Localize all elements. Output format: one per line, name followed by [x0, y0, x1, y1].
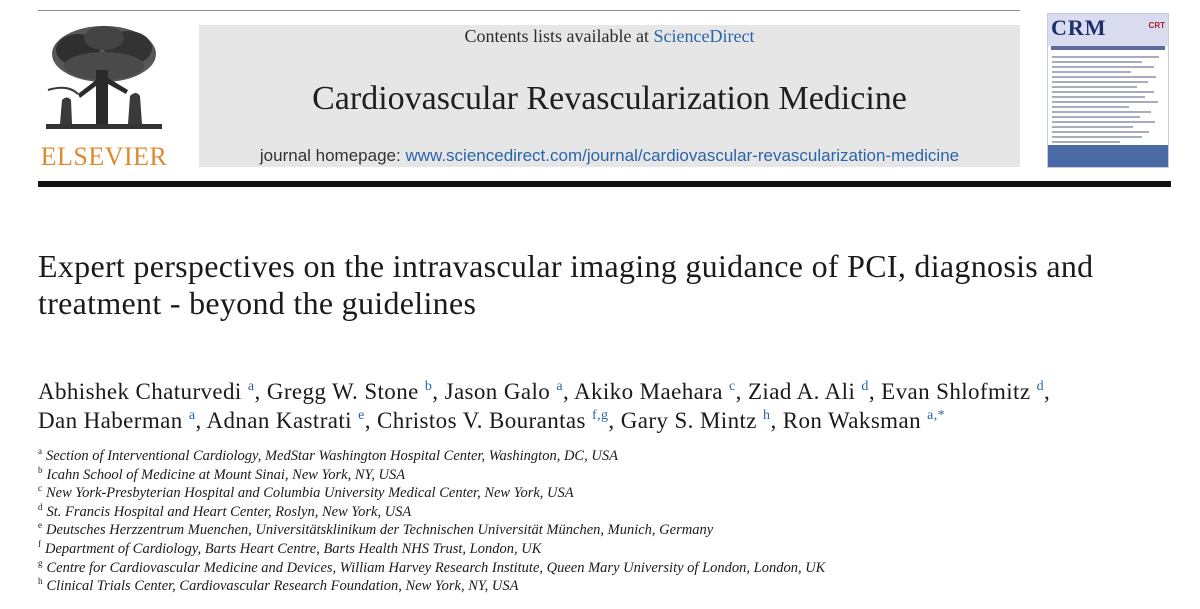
article-title: Expert perspectives on the intravascular imaging guidance of PCI, diagnosis and treatment - beyond the guidelines: [38, 248, 1094, 321]
cover-footer: [1048, 145, 1168, 167]
affiliation-text: Clinical Trials Center, Cardiovascular Research Foundation, New York, NY, USA: [46, 578, 519, 595]
affiliation-item: [38, 559, 1178, 578]
top-rule: [38, 10, 1020, 11]
affiliation-key: e: [38, 520, 42, 531]
affiliation-text: Icahn School of Medicine at Mount Sinai, New York, NY, USA: [46, 466, 406, 483]
affiliation-item: [38, 521, 1178, 540]
affiliation-item: [38, 447, 1178, 466]
affiliation-key: f: [38, 538, 41, 549]
affiliation-text: New York-Presbyterian Hospital and Columbia University Medical Center, New York, USA: [46, 485, 574, 502]
homepage-prefix: journal homepage:: [259, 146, 406, 165]
author[interactable]: [377, 408, 608, 433]
affiliation-key: g: [38, 557, 43, 568]
author-affiliation-mark[interactable]: e: [358, 408, 365, 423]
affiliation-text: Deutsches Herzzentrum Muenchen, Universitätsklinikum der Technischen Universität München, Munich, Germany: [46, 522, 714, 539]
affiliation-item: [38, 540, 1178, 559]
author-name: Evan Shlofmitz: [881, 379, 1031, 404]
cover-title: CRM: [1051, 15, 1107, 40]
journal-cover-thumbnail: [1047, 13, 1169, 168]
affiliation-key: b: [38, 464, 43, 475]
author-affiliation-mark[interactable]: d: [1036, 379, 1045, 394]
author[interactable]: [445, 379, 563, 404]
author-affiliation-mark[interactable]: a: [556, 379, 563, 394]
author-name: Dan Haberman: [38, 408, 183, 433]
affiliation-item: [38, 577, 1178, 596]
author-affiliation-mark[interactable]: f,g: [592, 408, 609, 423]
affiliation-text: St. Francis Hospital and Heart Center, Roslyn, New York, USA: [46, 503, 412, 520]
author-affiliation-mark[interactable]: c: [729, 379, 736, 394]
author-affiliation-mark[interactable]: a: [188, 408, 196, 423]
author[interactable]: [38, 379, 255, 404]
affiliation-text: Department of Cardiology, Barts Heart Centre, Barts Health NHS Trust, London, UK: [45, 540, 542, 557]
author-affiliation-mark[interactable]: b: [424, 379, 433, 394]
homepage-line: [199, 145, 1020, 167]
journal-title: Cardiovascular Revascularization Medicine: [312, 80, 907, 117]
author[interactable]: [621, 408, 771, 433]
author-name: Ron Waksman: [782, 408, 921, 433]
author-name: Christos V. Bourantas: [377, 408, 586, 433]
author-name: Abhishek Chaturvedi: [38, 379, 242, 404]
cover-subheader: [1051, 46, 1165, 50]
author-affiliation-mark[interactable]: a: [247, 379, 255, 394]
journal-banner: [199, 25, 1020, 167]
author-name: Gregg W. Stone: [266, 379, 419, 404]
affiliation-key: d: [38, 501, 43, 512]
author[interactable]: [881, 379, 1044, 404]
author-name: Adnan Kastrati: [206, 408, 352, 433]
affiliation-text: Centre for Cardiovascular Medicine and Devices, William Harvey Research Institute, Queen Mary University of London, London, UK: [46, 559, 826, 576]
header-rule: [38, 181, 1171, 187]
cover-contents: [1052, 56, 1165, 156]
author-affiliation-mark[interactable]: a,*: [927, 408, 946, 423]
affiliation-list: [38, 447, 1178, 596]
journal-homepage-link[interactable]: www.sciencedirect.com/journal/cardiovascular-revascularization-medicine: [405, 146, 960, 165]
author[interactable]: [38, 408, 195, 433]
elsevier-tree-icon: [38, 20, 170, 140]
affiliation-key: h: [38, 576, 43, 587]
cover-badge: CRT: [1148, 21, 1165, 30]
author[interactable]: [748, 379, 869, 404]
contents-prefix: Contents lists available at: [464, 26, 654, 46]
author[interactable]: [206, 408, 364, 433]
affiliation-text: Section of Interventional Cardiology, MedStar Washington Hospital Center, Washington, DC, USA: [46, 448, 618, 464]
elsevier-logo: [38, 20, 170, 170]
contents-line: [199, 25, 1020, 47]
affiliation-key: a: [38, 446, 42, 456]
author-name: Jason Galo: [444, 379, 551, 404]
elsevier-wordmark: ELSEVIER: [40, 142, 168, 171]
affiliation-item: [38, 503, 1178, 522]
author-affiliation-mark[interactable]: h: [763, 408, 771, 423]
author[interactable]: [574, 379, 736, 404]
author-list: Abhishek Chaturvedi $^a$, Gregg W. Stone $^b$, Jason Galo $^a$, Akiko Maehara $^c$, Ziad A. Ali $^d$, Evan Shlofmitz $^d$, Dan Haberman $^a$, Adnan Kastrati $^e$, Christos V. Bourantas $^{f,g}$, Gary S. Mintz $^h$, Ron Waksman $^{a,*}$: [38, 379, 1051, 433]
affiliation-item: [38, 484, 1178, 503]
author[interactable]: [783, 408, 945, 433]
affiliation-item: [38, 466, 1178, 485]
author[interactable]: [267, 379, 432, 404]
author-name: Ziad A. Ali: [747, 379, 856, 404]
sciencedirect-link[interactable]: ScienceDirect: [653, 26, 755, 46]
author-affiliation-mark[interactable]: d: [861, 379, 869, 394]
author-name: Gary S. Mintz: [620, 408, 757, 433]
author-name: Akiko Maehara: [573, 379, 723, 404]
affiliation-key: c: [38, 483, 42, 494]
